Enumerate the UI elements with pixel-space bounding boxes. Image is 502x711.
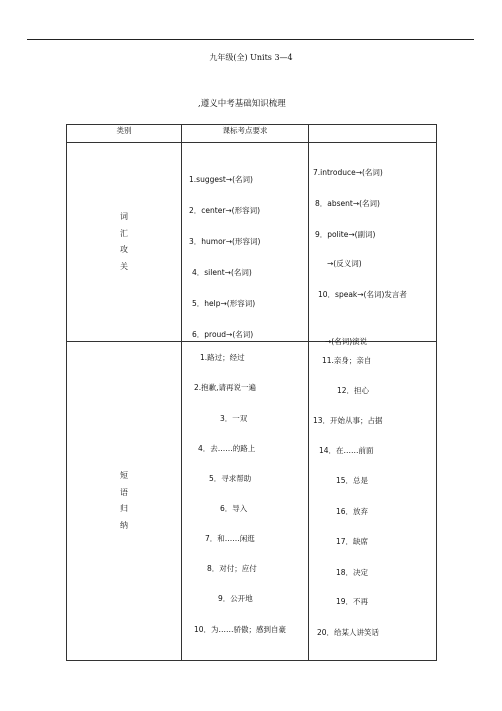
phrase-item: 15．总是 [336,476,369,485]
vocab-item: →(名词)演说 [325,337,368,346]
phrase-item: 14．在……前面 [319,446,374,455]
phrase-item: 4．去……的路上 [198,444,256,453]
phrase-item: 2.抱歉,请再说一遍 [194,383,257,392]
phrase-item: 19．不再 [336,597,369,606]
phrase-item: 20．给某人讲笑话 [317,628,380,637]
section-title: ,遵义中考基础知识梳理 [198,99,286,109]
phrase-item: 9．公开地 [218,594,253,603]
phrase-item: 7．和……闲逛 [205,534,255,543]
phrase-item: 11.亲身；亲自 [322,356,372,365]
vocab-right-cell [309,143,437,346]
phrase-item: 12．担心 [337,386,370,395]
phrases-category [67,342,182,661]
vocab-item: 8．absent→(名词) [315,199,380,208]
vocab-category-char: 关 [120,261,128,271]
phrase-item: 13．开始从事；占据 [313,416,383,425]
vocab-item: 4．silent→(名词) [192,268,252,277]
vocab-category-char: 攻 [120,245,128,254]
vocab-item: 9．polite→(副词) [315,230,376,239]
vocab-item: 1.suggest→(名词) [189,175,253,184]
phrase-item: 17．缺席 [336,537,369,546]
vocab-item: 2．center→(形容词) [189,206,261,215]
phrase-item: 18．决定 [336,568,369,577]
table-header-row [67,125,437,143]
vocab-category-char: 词 [120,212,128,221]
top-rule [27,39,474,40]
header-category: 类别 [67,125,182,143]
header-empty [309,125,437,143]
vocab-item: 6．proud→(名词) [192,330,254,339]
phrases-right-cell [309,342,437,661]
vocab-item: 3．humor→(形容词) [189,237,261,246]
phrase-item: 3．一双 [220,414,248,423]
vocab-item: 5．help→(形容词) [192,299,256,308]
phrase-item: 1.路过；经过 [200,353,245,362]
phrases-category-char: 短 [120,471,128,480]
page-header: 九年级(全) Units 3—4 [209,53,293,62]
vocab-row [67,143,437,342]
vocab-item: 10．speak→(名词)发言者 [318,290,407,299]
phrase-item: 16．放弃 [336,507,369,516]
phrase-item: 8．对付；应付 [207,564,257,573]
phrase-item: 10．为……骄傲；感到自豪 [194,625,287,634]
vocab-category-char: 汇 [120,228,128,238]
phrases-row [67,342,437,661]
vocab-left-cell [182,143,309,342]
phrases-category-char: 纳 [120,520,128,530]
vocab-item: 7.introduce→(名词) [313,168,383,177]
phrases-category-char: 语 [120,487,128,497]
phrase-item: 6．导入 [220,504,248,513]
knowledge-table [66,124,437,661]
vocab-item: →(反义词) [327,259,362,268]
phrases-left-cell [182,342,309,661]
phrases-category-char: 归 [120,504,128,513]
header-requirements: 课标考点要求 [182,125,309,143]
phrase-item: 5．寻求帮助 [209,474,252,483]
vocab-category [67,143,182,342]
